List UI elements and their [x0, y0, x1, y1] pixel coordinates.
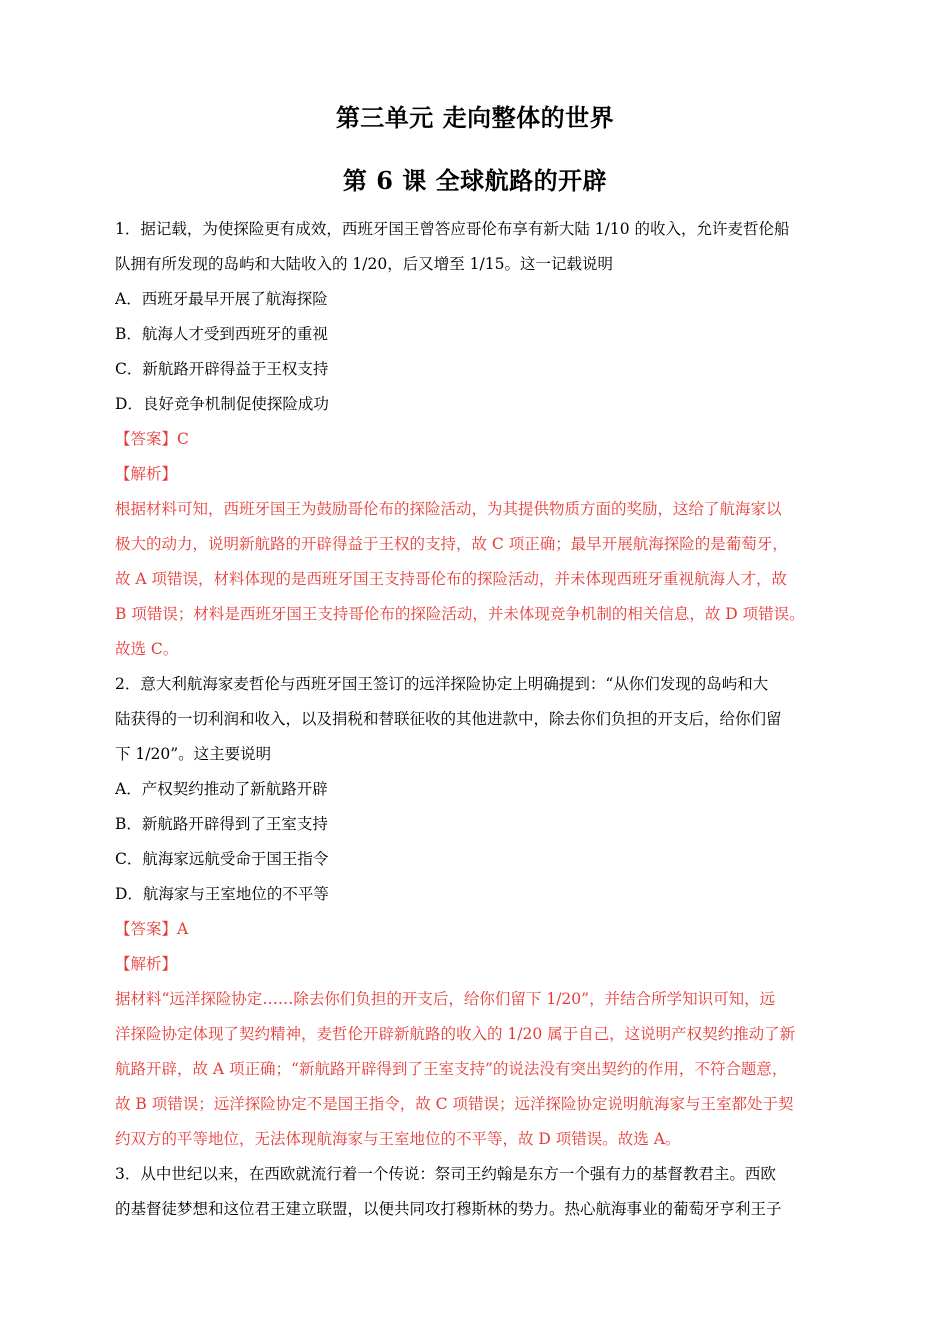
- question-stem-line: 3．从中世纪以来，在西欧就流行着一个传说：祭司王约翰是东方一个强有力的基督教君主。西欧: [115, 1165, 776, 1183]
- option-c: C．新航路开辟得益于王权支持: [115, 360, 329, 378]
- question-stem-line: 下 1/20”。这主要说明: [115, 745, 272, 763]
- answer-label: 【答案】: [115, 920, 178, 938]
- analysis-line: B 项错误；材料是西班牙国王支持哥伦布的探险活动，并未体现竞争机制的相关信息，故 D 项错误。: [115, 605, 805, 623]
- analysis-line: 据材料“远洋探险协定……除去你们负担的开支后，给你们留下 1/20”，并结合所学知识可知，远: [115, 990, 776, 1008]
- answer-value: A: [177, 920, 189, 938]
- option-c: C．航海家远航受命于国王指令: [115, 850, 329, 868]
- option-b: B．航海人才受到西班牙的重视: [115, 325, 328, 343]
- answer-label: 【答案】: [115, 430, 178, 448]
- question-stem-line: 1．据记载，为使探险更有成效，西班牙国王曾答应哥伦布享有新大陆 1/10 的收入，允许麦哲伦船: [115, 220, 790, 238]
- option-d: D．航海家与王室地位的不平等: [115, 885, 329, 903]
- analysis-line: 航路开辟，故 A 项正确；“新航路开辟得到了王室支持”的说法没有突出契约的作用，不符合题意，: [115, 1060, 788, 1078]
- question-3: [115, 1157, 845, 1227]
- answer-line: [115, 912, 845, 947]
- question-stem-line: 2．意大利航海家麦哲伦与西班牙国王签订的远洋探险协定上明确提到：“从你们发现的岛屿和大: [115, 675, 769, 693]
- analysis-line: 洋探险协定体现了契约精神，麦哲伦开辟新航路的收入的 1/20 属于自己，这说明产权契约推动了新: [115, 1025, 796, 1043]
- analysis-line: 约双方的平等地位，无法体现航海家与王室地位的不平等，故 D 项错误。故选 A。: [115, 1130, 681, 1148]
- question-1: [115, 212, 845, 667]
- content-body: [115, 212, 845, 1227]
- analysis-line: 故选 C。: [115, 640, 179, 658]
- question-stem-line: 的基督徒梦想和这位君王建立联盟，以便共同攻打穆斯林的势力。热心航海事业的葡萄牙亨利王子: [115, 1200, 782, 1218]
- option-d: D．良好竞争机制促使探险成功: [115, 395, 329, 413]
- analysis-label: 【解析】: [115, 465, 178, 483]
- question-stem-line: 陆获得的一切利润和收入，以及捐税和替联征收的其他进款中，除去你们负担的开支后，给你们留: [115, 710, 782, 728]
- analysis-line: 极大的动力，说明新航路的开辟得益于王权的支持，故 C 项正确；最早开展航海探险的是葡萄牙，: [115, 535, 788, 553]
- unit-title: 第三单元 走向整体的世界: [335, 103, 615, 132]
- analysis-label: 【解析】: [115, 955, 178, 973]
- option-b: B．新航路开辟得到了王室支持: [115, 815, 328, 833]
- option-a: A．产权契约推动了新航路开辟: [115, 780, 328, 798]
- answer-value: C: [177, 430, 189, 448]
- answer-line: [115, 422, 845, 457]
- option-a: A．西班牙最早开展了航海探险: [115, 290, 328, 308]
- question-2: [115, 667, 845, 1157]
- question-stem-line: 队拥有所发现的岛屿和大陆收入的 1/20，后又增至 1/15。这一记载说明: [115, 255, 613, 273]
- analysis-line: 故 A 项错误，材料体现的是西班牙国王支持哥伦布的探险活动，并未体现西班牙重视航海人才，故: [115, 570, 788, 588]
- analysis-line: 根据材料可知，西班牙国王为鼓励哥伦布的探险活动，为其提供物质方面的奖励，这给了航海家以: [115, 500, 782, 518]
- lesson-title: 第 6 课 全球航路的开辟: [342, 166, 608, 195]
- analysis-line: 故 B 项错误；远洋探险协定不是国王指令，故 C 项错误；远洋探险协定说明航海家与王室都处于契: [115, 1095, 794, 1113]
